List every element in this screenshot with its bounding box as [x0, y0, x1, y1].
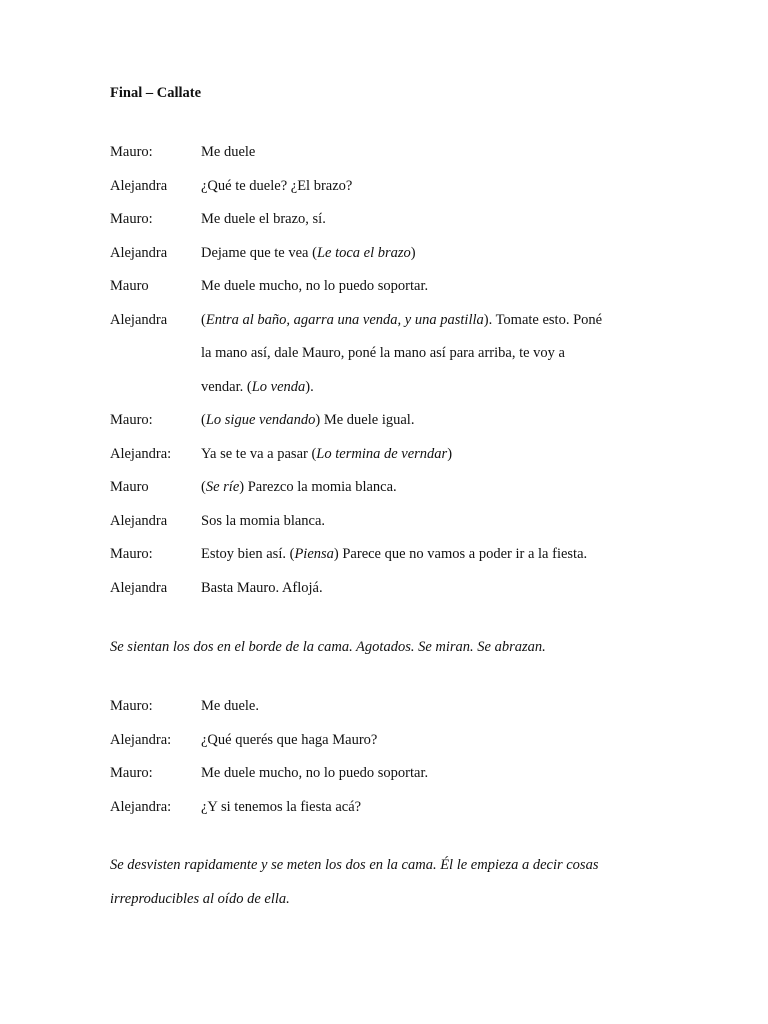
- dialogue-line-text: [201, 412, 414, 429]
- dialogue-text: ¿Qué te duele? ¿El brazo?: [201, 177, 353, 194]
- dialogue-text: Me duele mucho, no lo puedo soportar.: [201, 278, 429, 294]
- dialogue-text: ) Parezco la momia blanca.: [239, 479, 397, 495]
- speaker-name: Alejandra:: [110, 731, 172, 748]
- stage-direction-3: irreproducibles al oído de ella.: [110, 891, 290, 907]
- page-title: Final – Callate: [110, 85, 202, 101]
- dialogue-text: vendar. (: [201, 378, 252, 395]
- dialogue-line-text: [201, 144, 255, 161]
- speaker-name: Alejandra: [110, 244, 168, 261]
- dialogue-text: ) Parece que no vamos a poder ir a la fiesta.: [333, 546, 588, 562]
- stage-direction-inline: Lo sigue vendando: [205, 412, 316, 428]
- dialogue-text: Me duele mucho, no lo puedo soportar.: [201, 765, 429, 781]
- dialogue-text: ¿Qué querés que haga Mauro?: [201, 731, 378, 748]
- dialogue-line-text: [201, 546, 587, 563]
- stage-direction-inline: Él le empieza a decir cosas: [440, 857, 599, 873]
- speaker-name: Alejandra: [110, 311, 168, 328]
- speaker-name: Mauro:: [110, 698, 153, 714]
- speaker-name: Mauro: [110, 278, 149, 294]
- dialogue-text: Me duele: [201, 144, 256, 160]
- speaker-name: Mauro:: [110, 144, 153, 160]
- speaker-name: Mauro:: [110, 765, 153, 781]
- dialogue-text: Me duele el brazo, sí.: [201, 211, 326, 227]
- dialogue-text: Ya se te va a pasar (: [201, 445, 317, 462]
- dialogue-line-text: [201, 732, 377, 749]
- dialogue-line-text: [201, 799, 361, 816]
- speaker-name: Mauro: [110, 479, 149, 495]
- speaker-name: Mauro:: [110, 546, 153, 562]
- speaker-name: Alejandra: [110, 512, 168, 529]
- dialogue-line-text: [201, 513, 325, 530]
- speaker-name: Alejandra: [110, 579, 168, 596]
- stage-direction-inline: Se desvisten rapidamente y se meten los dos en la cama: [110, 857, 433, 873]
- stage-direction-inline: Lo venda: [251, 378, 306, 395]
- dialogue-text: (: [201, 311, 206, 328]
- dialogue-line-text: [201, 245, 416, 262]
- stage-direction-2: [110, 857, 598, 874]
- speaker-name: Alejandra: [110, 177, 168, 194]
- dialogue-line-text: [201, 379, 314, 396]
- stage-direction-inline: Lo termina de verndar: [316, 445, 448, 462]
- dialogue-text: .: [432, 857, 441, 873]
- dialogue-text: Sos la momia blanca.: [201, 512, 326, 529]
- dialogue-line-text: [201, 765, 428, 782]
- dialogue-text: Me duele.: [201, 698, 259, 714]
- dialogue-line-text: [201, 446, 452, 463]
- dialogue-line-text: [201, 580, 323, 597]
- dialogue-text: (: [201, 412, 206, 428]
- dialogue-line-text: [201, 698, 259, 715]
- dialogue-text: ) Me duele igual.: [315, 412, 415, 428]
- stage-direction-inline: Se ríe: [205, 479, 240, 495]
- stage-direction-1: Se sientan los dos en el borde de la cama. Agotados. Se miran. Se abrazan.: [110, 639, 546, 655]
- speaker-name: Mauro:: [110, 211, 153, 227]
- dialogue-text: (: [201, 479, 206, 495]
- stage-direction-inline: Entra al baño, agarra una venda, y una pastilla: [205, 311, 484, 328]
- dialogue-line-text: [201, 479, 397, 496]
- dialogue-line-text: [201, 211, 326, 228]
- speaker-name: Alejandra:: [110, 798, 172, 815]
- dialogue-text: ): [410, 244, 416, 261]
- dialogue-line-text: [201, 345, 565, 362]
- dialogue-text: ).: [305, 378, 314, 395]
- stage-direction-inline: Piensa: [294, 546, 334, 562]
- dialogue-text: Basta Mauro. Aflojá.: [201, 579, 323, 596]
- dialogue-text: ). Tomate esto. Poné: [483, 311, 603, 328]
- speaker-name: Alejandra:: [110, 445, 172, 462]
- dialogue-text: ): [447, 445, 453, 462]
- dialogue-text: ¿Y si tenemos la fiesta acá?: [201, 798, 362, 815]
- dialogue-line-text: [201, 278, 428, 295]
- dialogue-text: Estoy bien así. (: [201, 546, 295, 562]
- stage-direction-inline: Le toca el brazo: [316, 244, 411, 261]
- dialogue-text: la mano así, dale Mauro, poné la mano así para arriba, te voy a: [201, 345, 565, 361]
- speaker-name: Mauro:: [110, 412, 153, 428]
- dialogue-line-text: [201, 178, 352, 195]
- dialogue-line-text: [201, 312, 602, 329]
- dialogue-text: Dejame que te vea (: [201, 244, 317, 261]
